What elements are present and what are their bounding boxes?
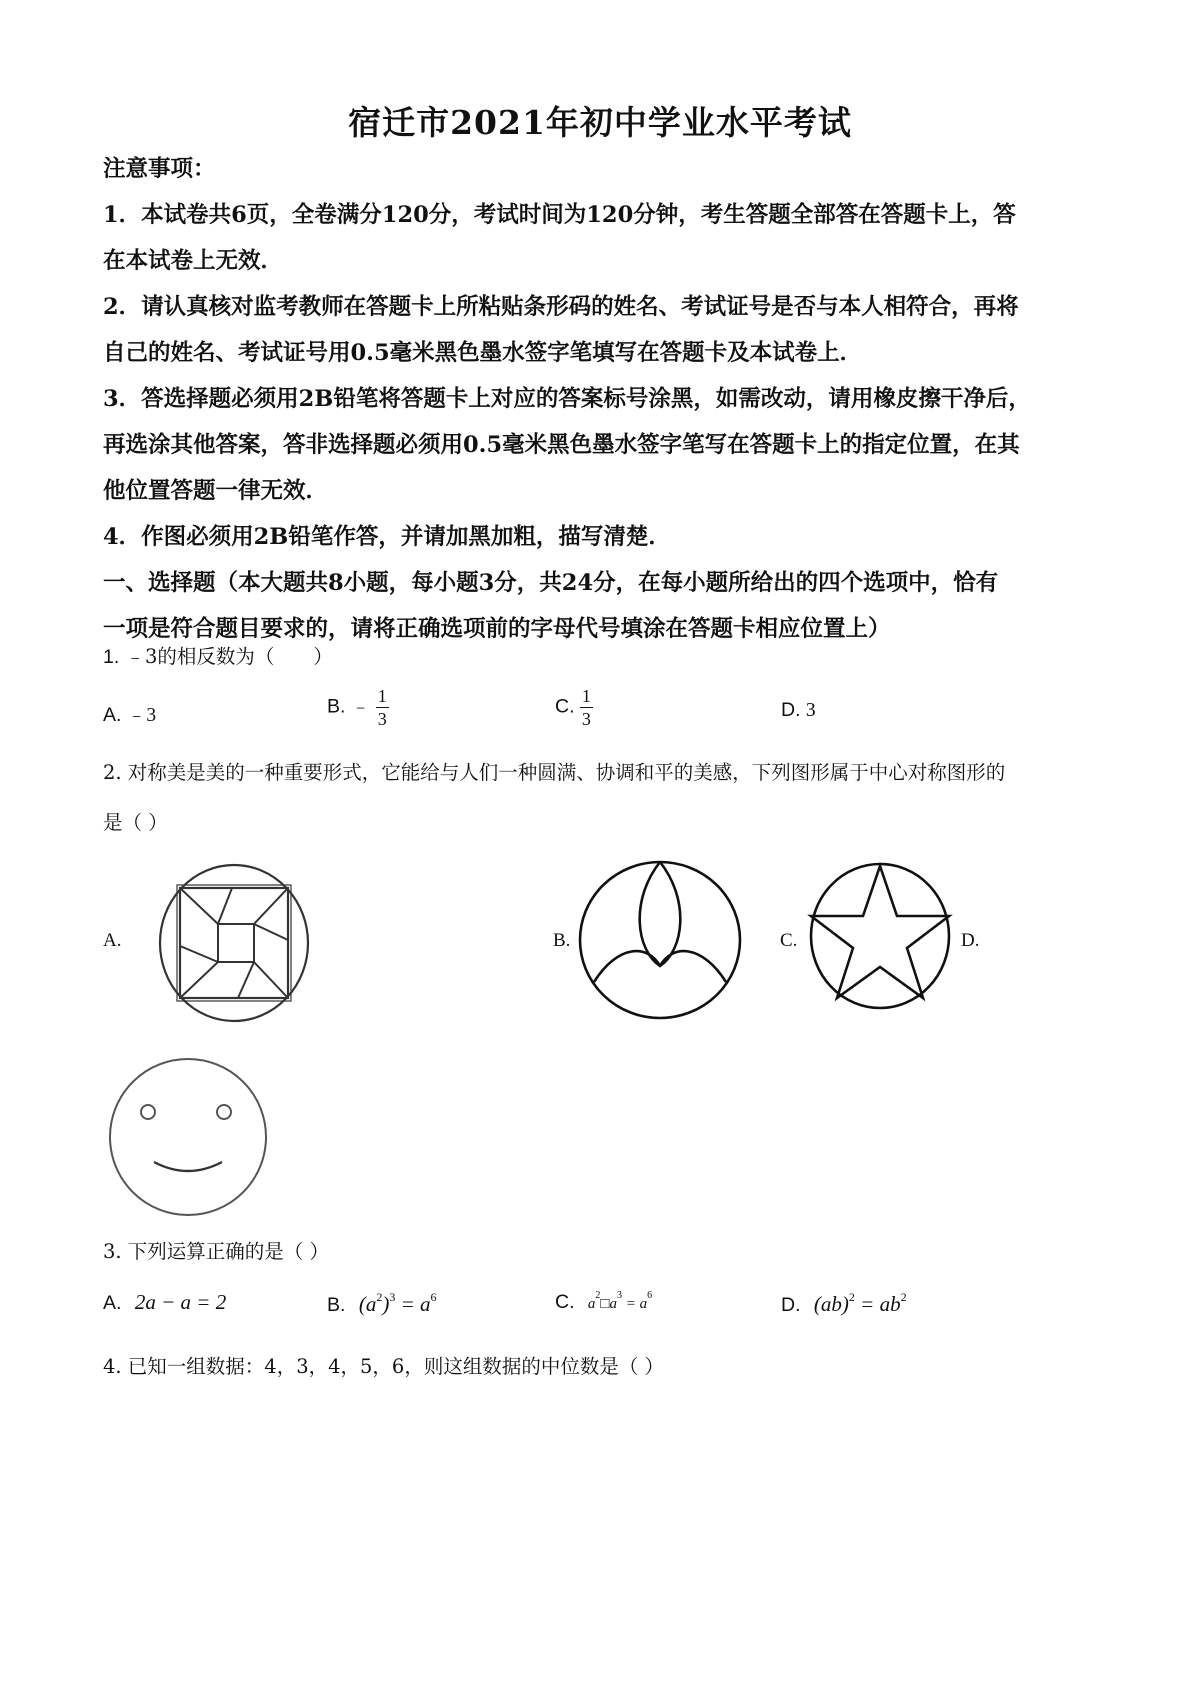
note-4-line-1: 4．作图必须用2B铅笔作答，并请加黑加粗，描写清楚．: [103, 524, 671, 550]
q2-label-c: C.: [780, 930, 798, 951]
note-2-line-1: 2．请认真核对监考教师在答题卡上所粘贴条形码的姓名、考试证号是否与本人相符合，再将: [103, 294, 1019, 320]
page-title: 宿迁市2021年初中学业水平考试: [348, 103, 852, 142]
figure-d-smiley: [108, 1056, 270, 1218]
q3-option-c: C. $a^2□a^3 = a^6$: [555, 1290, 653, 1313]
q1-option-c: C. $\frac{1}{3}$: [555, 686, 591, 729]
section-1-line-2: 一项是符合题目要求的，请将正确选项前的字母代号填涂在答题卡相应位置上）: [103, 616, 891, 642]
q2-label-b: B.: [553, 930, 571, 951]
figure-a-pinwheel: [158, 864, 310, 1024]
note-3-line-1: 3．答选择题必须用2B铅笔将答题卡上对应的答案标号涂黑，如需改动，请用橡皮擦干净后，: [103, 386, 1031, 412]
q3-option-d: D. $(ab)^2 = ab^2$: [781, 1290, 907, 1316]
note-2-line-2: 自己的姓名、考试证号用0.5毫米黑色墨水签字笔填写在答题卡及本试卷上．: [103, 340, 863, 366]
question-2-stem-line-1: 2. 对称美是美的一种重要形式，它能给与人们一种圆满、协调和平的美感，下列图形属于中心对称图形的: [103, 761, 1006, 784]
q2-label-a: A.: [103, 930, 122, 951]
question-1-stem: 1. ﹣3的相反数为（ ）: [103, 645, 333, 668]
question-4-stem: 4. 已知一组数据：4，3，4，5，6，则这组数据的中位数是（ ）: [103, 1355, 665, 1378]
fraction: $\frac{1}{3}$: [377, 686, 387, 729]
q1-option-d: D. 3: [781, 699, 816, 721]
figure-b-three-arcs: [578, 860, 742, 1020]
figure-c-star: [809, 862, 951, 1010]
note-1-line-1: 1．本试卷共6页，全卷满分120分，考试时间为120分钟，考生答题全部答在答题卡上，答: [103, 202, 1016, 228]
note-3-line-3: 他位置答题一律无效．: [103, 478, 329, 504]
section-1-line-1: 一、选择题（本大题共8小题，每小题3分，共24分，在每小题所给出的四个选项中，恰有: [103, 570, 999, 596]
q1-option-a: A. ﹣3: [103, 704, 157, 726]
note-1-line-2: 在本试卷上无效．: [103, 248, 284, 274]
fraction: $\frac{1}{3}$: [581, 686, 591, 729]
question-3-stem: 3. 下列运算正确的是（ ）: [103, 1240, 330, 1263]
notes-heading: 注意事项：: [103, 156, 216, 182]
notes-block: [103, 146, 1031, 652]
q2-label-d: D.: [961, 930, 980, 951]
question-2-stem-line-2: 是（ ）: [103, 811, 168, 834]
q3-option-b: B. $(a^2)^3 = a^6$: [327, 1290, 437, 1316]
q1-option-b: B. ﹣ $\frac{1}{3}$: [327, 686, 387, 729]
q3-option-a: A. 2a − a = 2: [103, 1290, 227, 1314]
note-3-line-2: 再选涂其他答案，答非选择题必须用0.5毫米黑色墨水签字笔写在答题卡上的指定位置，在其: [103, 432, 1020, 458]
